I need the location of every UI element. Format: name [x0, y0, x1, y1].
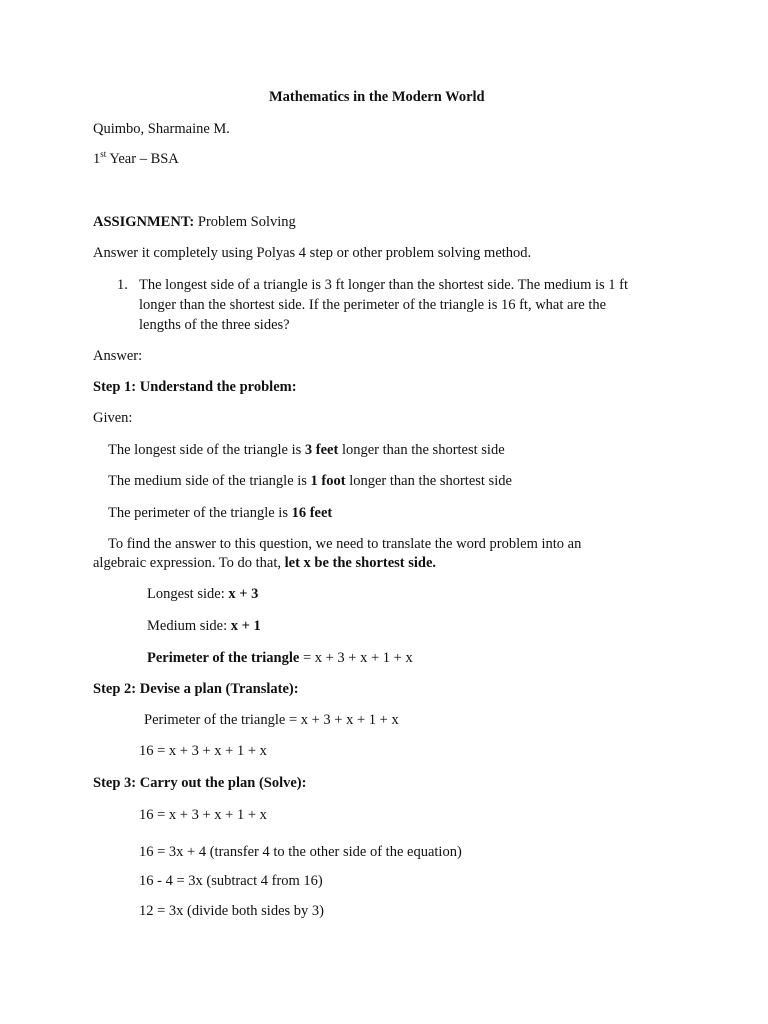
given-longest-post: longer than the shortest side [338, 442, 505, 458]
perimeter-expression-value: = x + 3 + x + 1 + x [299, 650, 413, 666]
given-label: Given: [93, 410, 133, 426]
medium-expression-value: x + 1 [230, 618, 261, 634]
step3-heading: Step 3: Carry out the plan (Solve): [93, 775, 307, 791]
year-suffix: st [100, 149, 107, 160]
solve-line-3: 16 - 4 = 3x (subtract 4 from 16) [139, 873, 323, 889]
answer-label: Answer: [93, 348, 143, 364]
translate-line-2-pre: algebraic expression. To do that, [93, 555, 285, 571]
given-longest-bold: 3 feet [304, 442, 339, 458]
author-name: Quimbo, Sharmaine M. [93, 121, 230, 137]
solve-line-1: 16 = x + 3 + x + 1 + x [139, 807, 267, 823]
given-longest-pre: The longest side of the triangle is [108, 442, 305, 458]
medium-expression-label: Medium side: [147, 618, 231, 634]
translate-line-2 [93, 553, 436, 573]
perimeter-expression-label: Perimeter of the triangle [147, 650, 300, 666]
year-number: 1 [93, 151, 101, 167]
year-course [93, 149, 179, 169]
given-medium-post: longer than the shortest side [345, 473, 512, 489]
given-perimeter-pre: The perimeter of the triangle is [108, 505, 292, 521]
perimeter-expression [147, 648, 413, 668]
given-medium [108, 471, 512, 491]
assignment-text: Problem Solving [194, 214, 296, 230]
question-line-3: lengths of the three sides? [139, 317, 290, 333]
solve-line-2: 16 = 3x + 4 (transfer 4 to the other side of the equation) [139, 844, 462, 860]
longest-expression-value: x + 3 [228, 586, 259, 602]
given-perimeter-bold: 16 feet [291, 505, 333, 521]
instruction-text: Answer it completely using Polyas 4 step or other problem solving method. [93, 245, 532, 261]
step2-heading: Step 2: Devise a plan (Translate): [93, 681, 299, 697]
plan-line-2: 16 = x + 3 + x + 1 + x [139, 743, 267, 759]
document-title: Mathematics in the Modern World [269, 89, 485, 105]
assignment-label: ASSIGNMENT: [93, 214, 195, 230]
year-rest: Year – BSA [106, 151, 179, 167]
question-line-2: longer than the shortest side. If the perimeter of the triangle is 16 ft, what are the [139, 297, 607, 313]
step1-heading: Step 1: Understand the problem: [93, 379, 297, 395]
translate-line-1: To find the answer to this question, we need to translate the word problem into an [108, 536, 582, 552]
translate-line-2-bold: let x be the shortest side. [284, 555, 437, 571]
given-longest [108, 440, 505, 460]
solve-line-4: 12 = 3x (divide both sides by 3) [139, 903, 324, 919]
given-medium-pre: The medium side of the triangle is [108, 473, 311, 489]
plan-line-1: Perimeter of the triangle = x + 3 + x + 1 + x [144, 712, 399, 728]
question-line-1: The longest side of a triangle is 3 ft longer than the shortest side. The medium is 1 ft [139, 277, 629, 293]
assignment-heading [93, 212, 296, 232]
longest-expression [147, 584, 258, 604]
given-perimeter [108, 503, 332, 523]
given-medium-bold: 1 foot [310, 473, 346, 489]
longest-expression-label: Longest side: [147, 586, 229, 602]
question-number: 1. [117, 277, 128, 293]
medium-expression [147, 616, 261, 636]
